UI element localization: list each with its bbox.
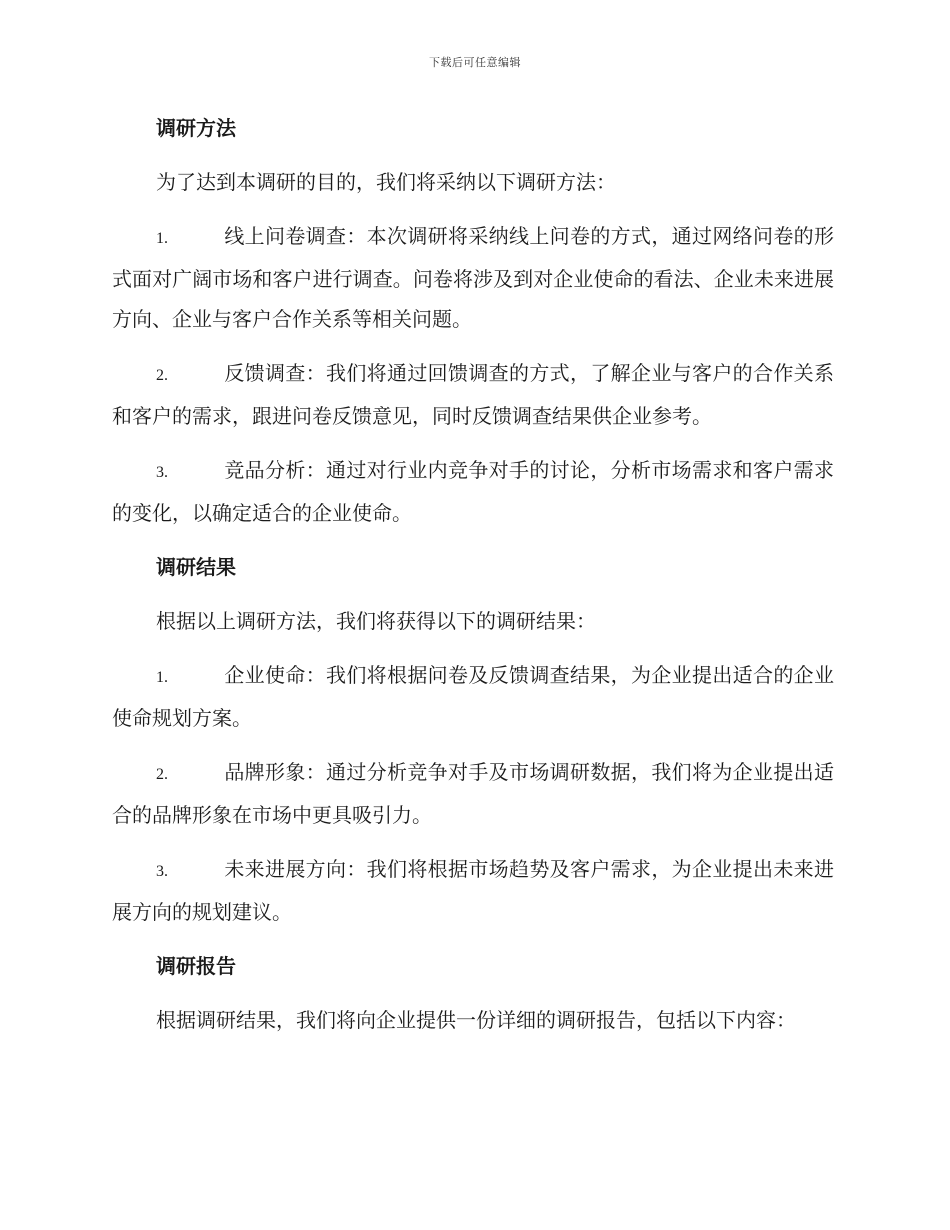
list-item (112, 655, 834, 738)
list-number: 3. (156, 863, 168, 880)
document-body (112, 108, 834, 1054)
list-text: 企业使命：我们将根据问卷及反馈调查结果，为企业提出适合的企业使命规划方案。 (112, 663, 834, 730)
list-number: 1. (156, 230, 168, 247)
page-header: 下载后可任意编辑 (429, 56, 521, 69)
list-number: 3. (156, 464, 168, 481)
section-heading-report: 调研报告 (156, 954, 236, 978)
section-intro-methods: 为了达到本调研的目的，我们将采纳以下调研方法： (156, 170, 616, 194)
list-text: 未来进展方向：我们将根据市场趋势及客户需求，为企业提出未来进展方向的规划建议。 (112, 857, 834, 924)
list-text: 竞品分析：通过对行业内竞争对手的讨论，分析市场需求和客户需求的变化，以确定适合的企业使命。 (112, 458, 834, 525)
list-text: 品牌形象：通过分析竞争对手及市场调研数据，我们将为企业提出适合的品牌形象在市场中更具吸引力。 (112, 760, 834, 827)
list-text: 线上问卷调查：本次调研将采纳线上问卷的方式，通过网络问卷的形式面对广阔市场和客户进行调查。问卷将涉及到对企业使命的看法、企业未来进展方向、企业与客户合作关系等相关问题。 (112, 224, 834, 331)
list-number: 1. (156, 669, 168, 686)
list-item (112, 353, 834, 436)
section-heading-methods: 调研方法 (156, 116, 236, 140)
list-item (112, 450, 834, 533)
list-item (112, 849, 834, 932)
section-intro-report: 根据调研结果，我们将向企业提供一份详细的调研报告，包括以下内容： (156, 1008, 796, 1032)
list-item (112, 216, 834, 339)
list-number: 2. (156, 766, 168, 783)
list-item (112, 752, 834, 835)
section-intro-results: 根据以上调研方法，我们将获得以下的调研结果： (156, 609, 596, 633)
list-text: 反馈调查：我们将通过回馈调查的方式，了解企业与客户的合作关系和客户的需求，跟进问卷反馈意见，同时反馈调查结果供企业参考。 (112, 361, 834, 428)
section-heading-results: 调研结果 (156, 555, 236, 579)
list-number: 2. (156, 367, 168, 384)
